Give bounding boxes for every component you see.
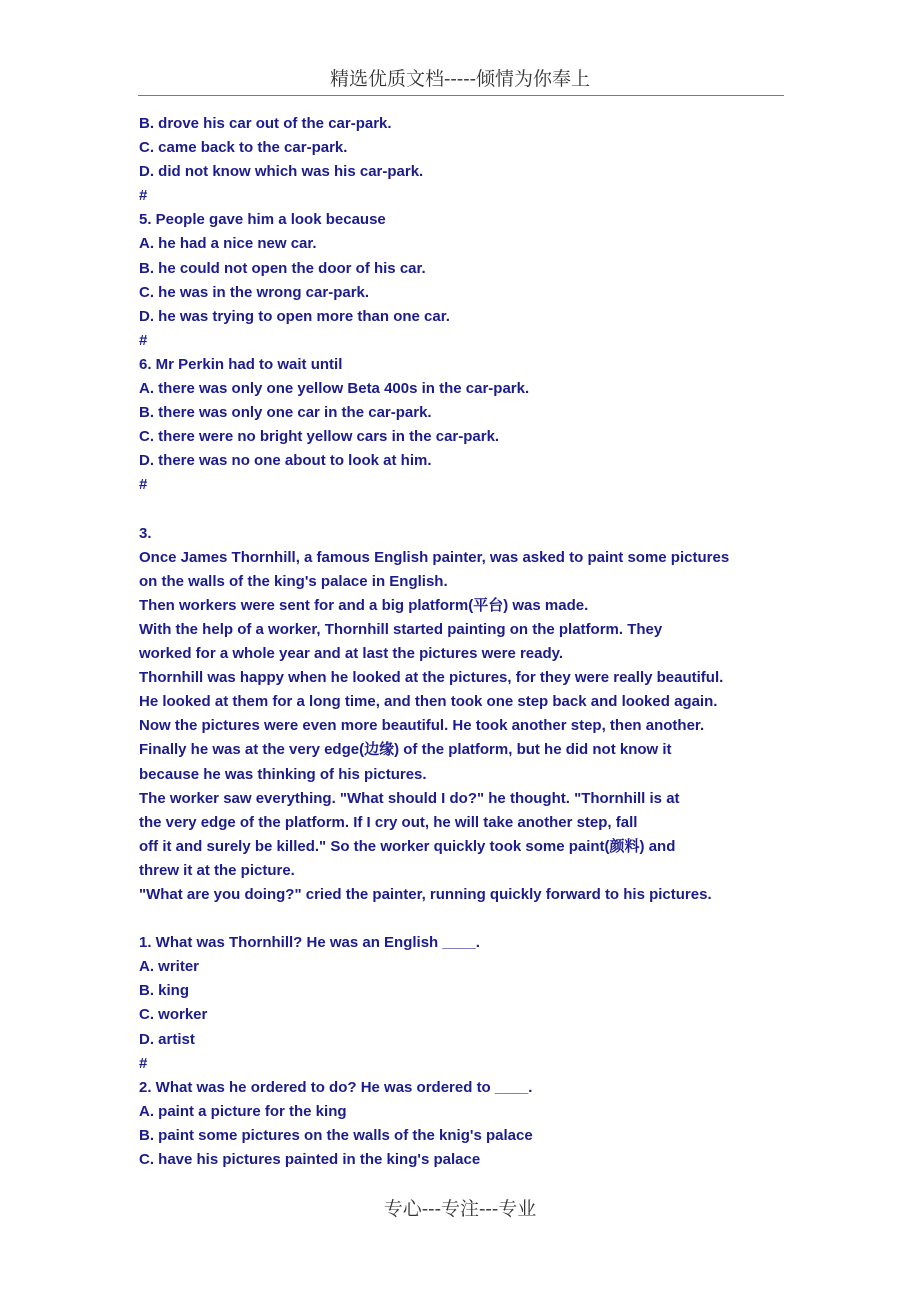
question-line: 6. Mr Perkin had to wait until [139,355,343,373]
question-line: 2. What was he ordered to do? He was ordered to ____. [139,1078,533,1096]
section-number: 3. [139,524,152,542]
option-line: D. artist [139,1030,195,1048]
passage-line: The worker saw everything. "What should I do?" he thought. "Thornhill is at [139,789,680,807]
option-line: A. paint a picture for the king [139,1102,347,1120]
passage-line: because he was thinking of his pictures. [139,765,427,783]
passage-line: Then workers were sent for and a big platform(平台) was made. [139,596,589,614]
option-line: A. there was only one yellow Beta 400s in the car-park. [139,380,530,398]
passage-line: on the walls of the king's palace in English. [139,572,448,590]
document-body [139,112,799,1172]
passage-line: Now the pictures were even more beautiful. He took another step, then another. [139,717,705,735]
header-divider [138,95,784,96]
option-line: D. he was trying to open more than one car. [139,307,450,325]
text-line: B. drove his car out of the car-park. [139,115,392,132]
passage-line: Once James Thornhill, a famous English painter, was asked to paint some pictures [139,548,730,566]
option-line: B. there was only one car in the car-park. [139,404,432,422]
passage-line: worked for a whole year and at last the pictures were ready. [139,645,564,663]
option-line: C. he was in the wrong car-park. [139,283,370,301]
passage-line: Finally he was at the very edge(边缘) of the platform, but he did not know it [139,741,672,759]
separator-hash: # [139,331,148,349]
question-line: 1. What was Thornhill? He was an English ____. [139,934,480,952]
separator-hash: # [139,187,148,205]
blank-line [139,498,799,522]
text-line: D. did not know which was his car-park. [139,163,424,181]
passage-line: the very edge of the platform. If I cry out, he will take another step, fall [139,813,638,831]
option-line: D. there was no one about to look at him. [139,452,432,470]
page-footer: 专心---专注---专业 [383,1198,537,1220]
option-line: B. he could not open the door of his car. [139,259,426,277]
passage-line: threw it at the picture. [139,861,295,879]
option-line: C. have his pictures painted in the king's palace [139,1151,481,1169]
separator-hash: # [139,1054,148,1072]
option-line: C. worker [139,1006,208,1024]
option-line: A. writer [139,958,200,976]
option-line: C. there were no bright yellow cars in the car-park. [139,428,500,446]
passage-line: He looked at them for a long time, and then took one step back and looked again. [139,693,718,711]
passage-line: "What are you doing?" cried the painter, running quickly forward to his pictures. [139,886,712,903]
question-line: 5. People gave him a look because [139,211,386,229]
separator-hash: # [139,476,148,494]
text-line: C. came back to the car-park. [139,139,348,157]
option-line: B. king [139,982,190,1000]
page-header: 精选优质文档-----倾情为你奉上 [329,68,591,90]
blank-line [139,907,799,931]
option-line: B. paint some pictures on the walls of the knig's palace [139,1126,533,1144]
passage-line: With the help of a worker, Thornhill started painting on the platform. They [139,620,663,638]
option-line: A. he had a nice new car. [139,235,317,253]
passage-line: off it and surely be killed." So the worker quickly took some paint(颜料) and [139,837,676,855]
passage-line: Thornhill was happy when he looked at the pictures, for they were really beautiful. [139,669,724,687]
